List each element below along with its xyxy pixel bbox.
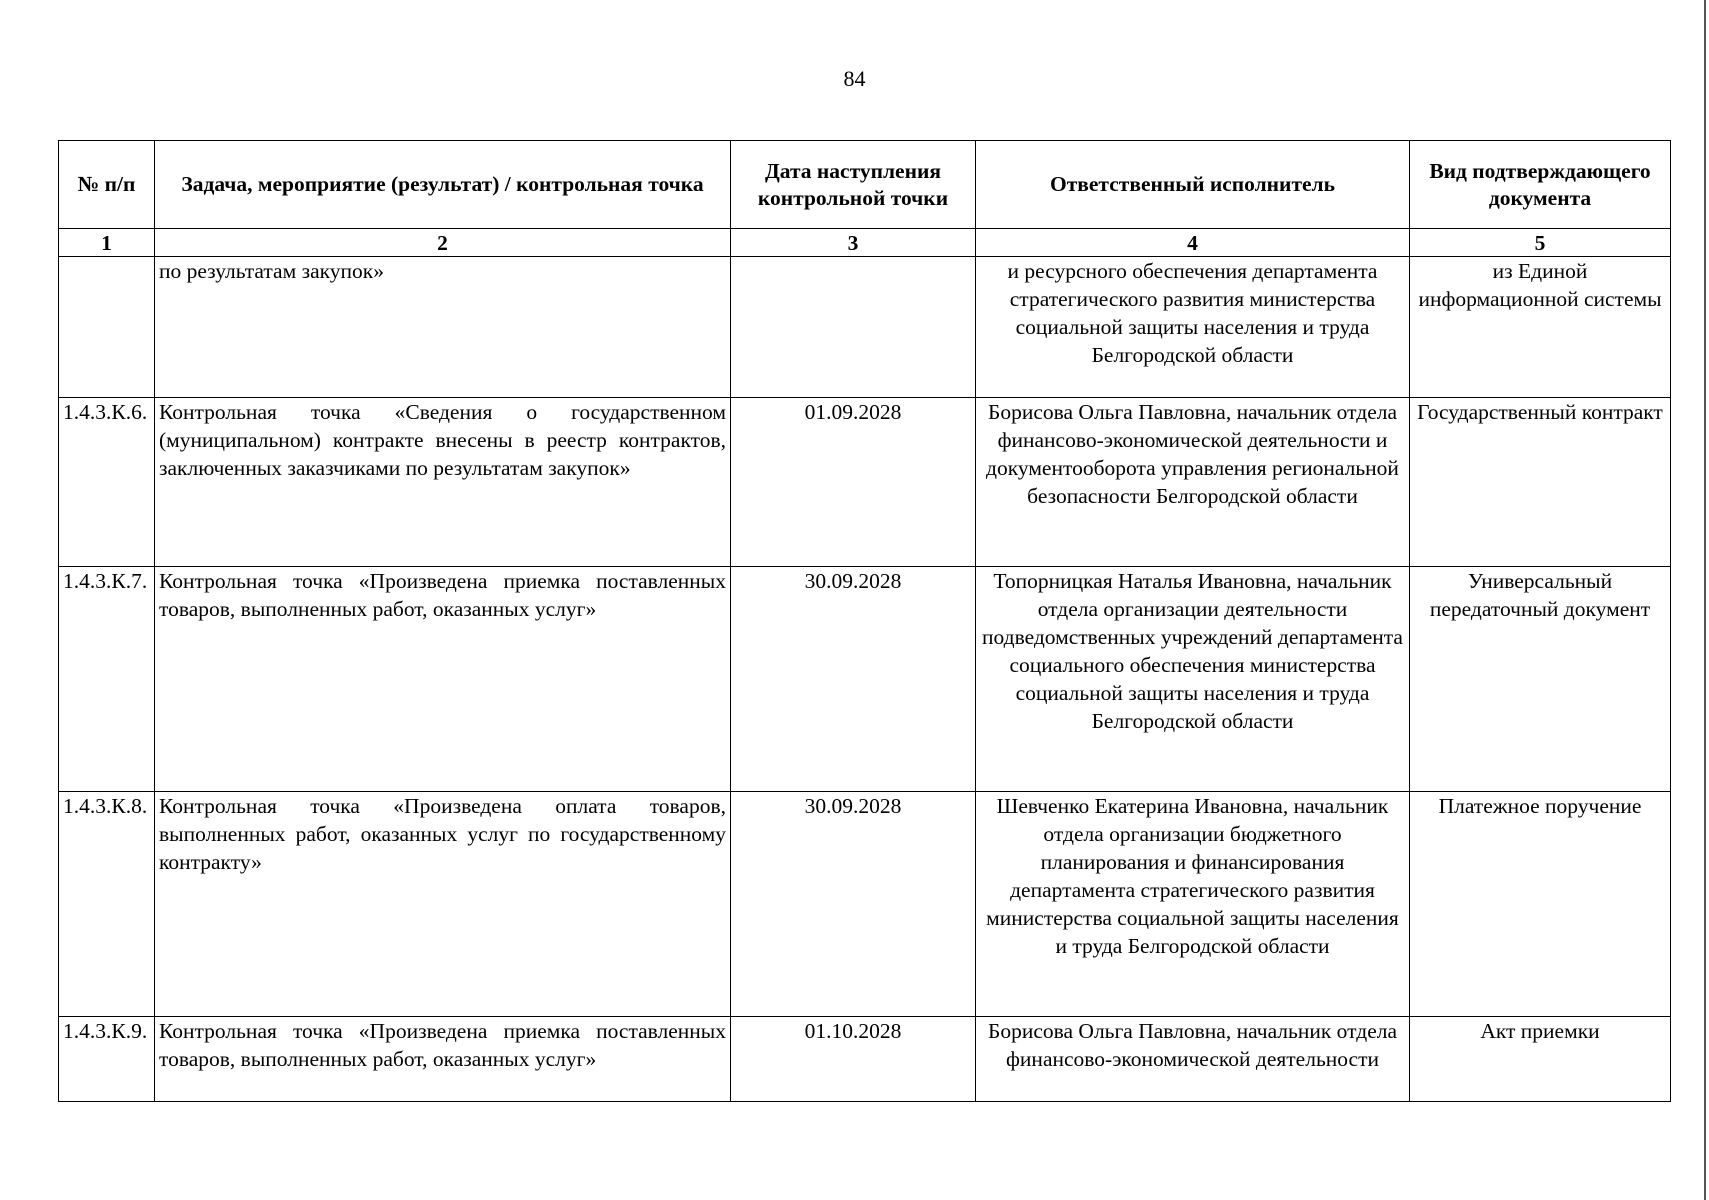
header-responsible: Ответственный исполнитель — [976, 141, 1410, 229]
column-number: 1 — [59, 229, 155, 257]
responsible-executor: Борисова Ольга Павловна, начальник отдела финансово-экономической деятельности — [976, 1017, 1410, 1102]
header-date: Дата наступления контрольной точки — [731, 141, 976, 229]
control-date: 30.09.2028 — [731, 567, 976, 792]
control-points-table — [58, 140, 1671, 1102]
task-text: Контрольная точка «Произведена приемка поставленных товаров, выполненных работ, оказанных услуг» — [155, 567, 731, 792]
header-num: № п/п — [59, 141, 155, 229]
page-number: 84 — [843, 66, 866, 91]
table-row — [59, 792, 1671, 1017]
task-text: Контрольная точка «Сведения о государственном (муниципальном) контракте внесены в реестр контрактов, заключенных заказчиками по результатам закупок» — [155, 398, 731, 567]
column-number: 2 — [155, 229, 731, 257]
header-task: Задача, мероприятие (результат) / контрольная точка — [155, 141, 731, 229]
header-document: Вид подтверждающего документа — [1410, 141, 1671, 229]
table-row — [59, 398, 1671, 567]
row-number: 1.4.3.К.9. — [59, 1017, 155, 1102]
row-number: 1.4.3.К.8. — [59, 792, 155, 1017]
control-date: 01.10.2028 — [731, 1017, 976, 1102]
task-text: Контрольная точка «Произведена оплата товаров, выполненных работ, оказанных услуг по государственному контракту» — [155, 792, 731, 1017]
document-type: Универсальный передаточный документ — [1410, 567, 1671, 792]
responsible-executor: Топорницкая Наталья Ивановна, начальник отдела организации деятельности подведомственных учреждений департамента социального обеспечения министерства социальной защиты населения и труда Белгородской области — [976, 567, 1410, 792]
responsible-executor: и ресурсного обеспечения департамента стратегического развития министерства социальной защиты населения и труда Белгородской области — [976, 257, 1410, 398]
row-number — [59, 257, 155, 398]
table-row — [59, 567, 1671, 792]
document-type: Государственный контракт — [1410, 398, 1671, 567]
control-date: 01.09.2028 — [731, 398, 976, 567]
table-header-row — [59, 141, 1671, 229]
column-number: 4 — [976, 229, 1410, 257]
column-number: 5 — [1410, 229, 1671, 257]
document-type: из Единой информационной системы — [1410, 257, 1671, 398]
row-number: 1.4.3.К.7. — [59, 567, 155, 792]
column-number-row — [59, 229, 1671, 257]
responsible-executor: Шевченко Екатерина Ивановна, начальник отдела организации бюджетного планирования и финансирования департамента стратегического развития министерства социальной защиты населения и труда Белгородской области — [976, 792, 1410, 1017]
row-number: 1.4.3.К.6. — [59, 398, 155, 567]
scan-edge-line — [1704, 0, 1706, 1200]
task-text: по результатам закупок» — [155, 257, 731, 398]
document-type: Платежное поручение — [1410, 792, 1671, 1017]
responsible-executor: Борисова Ольга Павловна, начальник отдела финансово-экономической деятельности и документооборота управления региональной безопасности Белгородской области — [976, 398, 1410, 567]
task-text: Контрольная точка «Произведена приемка поставленных товаров, выполненных работ, оказанных услуг» — [155, 1017, 731, 1102]
control-date — [731, 257, 976, 398]
document-type: Акт приемки — [1410, 1017, 1671, 1102]
table-row — [59, 1017, 1671, 1102]
table-row — [59, 257, 1671, 398]
control-date: 30.09.2028 — [731, 792, 976, 1017]
column-number: 3 — [731, 229, 976, 257]
